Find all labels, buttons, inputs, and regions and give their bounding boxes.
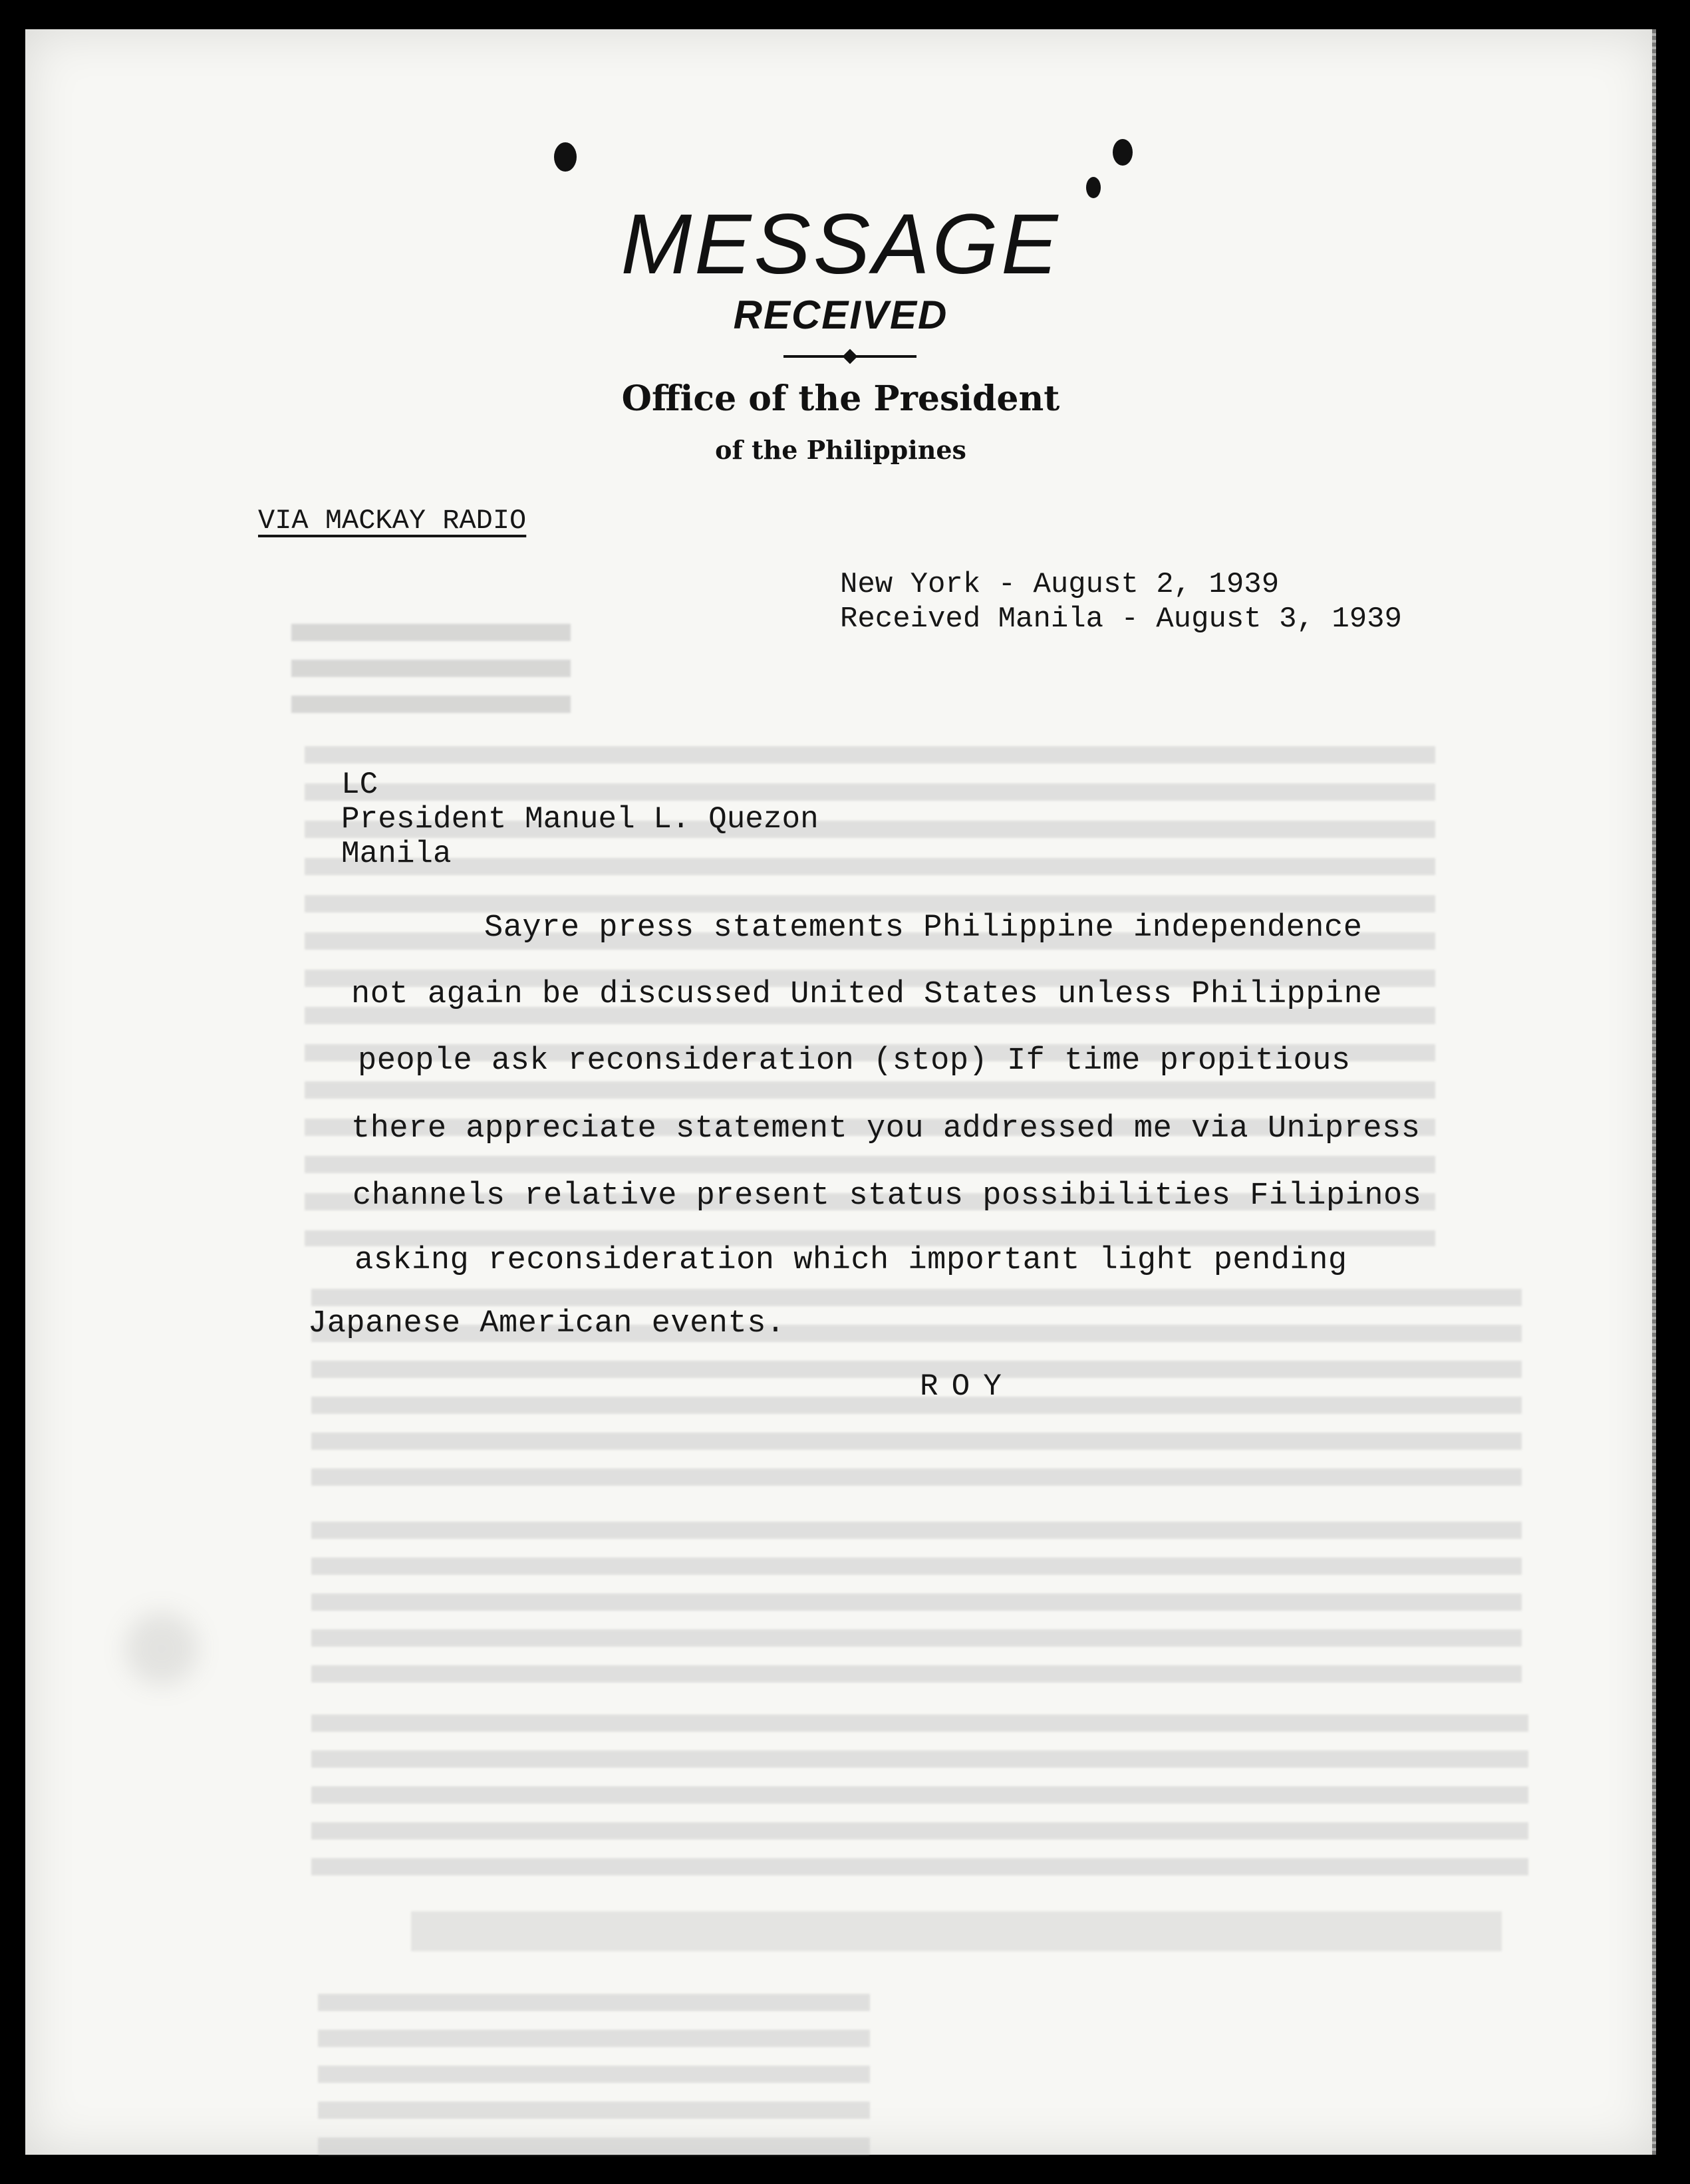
address-recipient: President Manuel L. Quezon xyxy=(341,802,819,837)
sent-dateline: New York - August 2, 1939 xyxy=(840,568,1280,601)
bleed-through-block-5 xyxy=(311,1705,1528,1891)
letterhead-subtitle: RECEIVED xyxy=(733,293,948,337)
document-page xyxy=(25,29,1656,2155)
body-line: asking reconsideration which important light pending xyxy=(354,1243,1347,1278)
bleed-through-block-4 xyxy=(311,1512,1522,1685)
body-line: Sayre press statements Philippine independence xyxy=(484,910,1363,946)
body-line: not again be discussed United States unless Philippine xyxy=(351,977,1383,1012)
bleed-through-block-6 xyxy=(411,1911,1502,1951)
body-line: channels relative present status possibilities Filipinos xyxy=(352,1178,1422,1214)
ink-blot xyxy=(554,142,577,172)
letterhead-divider xyxy=(783,355,916,358)
body-line: Japanese American events. xyxy=(308,1306,785,1341)
address-code: LC xyxy=(341,767,378,802)
ink-blot xyxy=(1113,139,1133,166)
letterhead-office: Office of the President xyxy=(621,378,1060,419)
bleed-through-block-1 xyxy=(291,614,571,714)
body-line: there appreciate statement you addressed me via Unipress xyxy=(351,1111,1421,1147)
signature: ROY xyxy=(920,1369,1015,1404)
bleed-through-block-7 xyxy=(318,1984,870,2157)
received-dateline: Received Manila - August 3, 1939 xyxy=(840,603,1402,636)
smudge xyxy=(125,1612,198,1685)
page-edge-shadow xyxy=(1652,29,1656,2155)
body-line: people ask reconsideration (stop) If time propitious xyxy=(358,1043,1351,1079)
letterhead-country: of the Philippines xyxy=(715,435,966,465)
address-city: Manila xyxy=(341,837,452,871)
letterhead-title: MESSAGE xyxy=(621,197,1061,292)
transmission-method: VIA MACKAY RADIO xyxy=(258,505,527,537)
